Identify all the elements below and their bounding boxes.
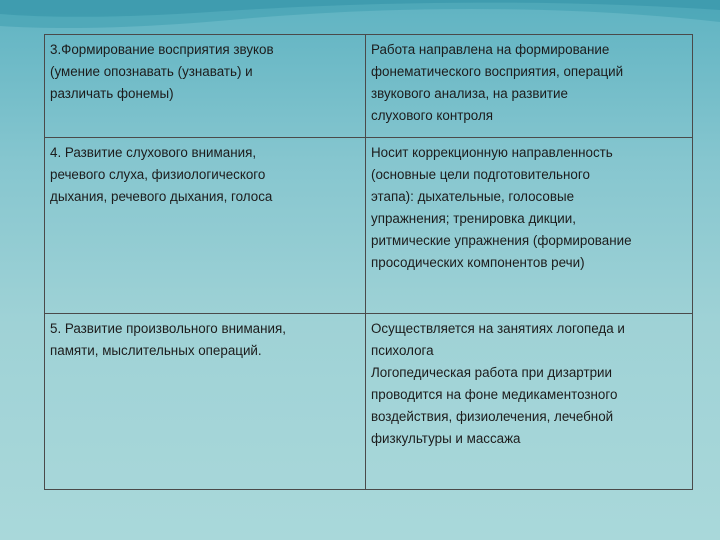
table-row [45, 313, 693, 489]
cell-text-line: (основные цели подготовительного [371, 167, 590, 183]
cell-text-line: Осуществляется на занятиях логопеда и [371, 320, 625, 336]
cell-text-line: 3.Формирование восприятия звуков [50, 42, 274, 57]
task-cell [45, 313, 366, 489]
cell-text-line: физкультуры и массажа [371, 430, 521, 446]
cell-text-line: (умение опознавать (узнавать) и [50, 64, 253, 79]
cell-text-line: Логопедическая работа при дизартрии [371, 364, 612, 380]
cell-text-line: памяти, мыслительных операций. [50, 342, 262, 358]
cell-text-line: просодических компонентов речи) [371, 255, 585, 271]
cell-text-line: психолога [371, 342, 434, 358]
table-row [45, 35, 693, 138]
cell-text-line: Носит коррекционную направленность [371, 145, 613, 161]
cell-text-line: 5. Развитие произвольного внимания, [50, 320, 286, 336]
cell-text-line: дыхания, речевого дыхания, голоса [50, 189, 273, 205]
table-row [45, 138, 693, 313]
cell-text-line: слухового контроля [371, 108, 494, 123]
task-cell [45, 35, 366, 138]
cell-text-line: ритмические упражнения (формирование [371, 233, 632, 249]
cell-text-line: различать фонемы) [50, 86, 174, 101]
content-table [44, 34, 693, 490]
description-cell [366, 35, 693, 138]
cell-text-line: 4. Развитие слухового внимания, [50, 145, 257, 161]
cell-text-line: Работа направлена на формирование [371, 42, 610, 57]
cell-text-line: речевого слуха, физиологического [50, 167, 266, 183]
description-cell [366, 313, 693, 489]
cell-text-line: воздействия, физиолечения, лечебной [371, 408, 614, 424]
cell-text-line: этапа): дыхательные, голосовые [371, 189, 575, 205]
task-cell [45, 138, 366, 313]
cell-text-line: проводится на фоне медикаментозного [371, 386, 618, 402]
cell-text-line: звукового анализа, на развитие [371, 86, 568, 101]
description-cell [366, 138, 693, 313]
cell-text-line: фонематического восприятия, операций [371, 64, 624, 79]
cell-text-line: упражнения; тренировка дикции, [371, 211, 576, 227]
